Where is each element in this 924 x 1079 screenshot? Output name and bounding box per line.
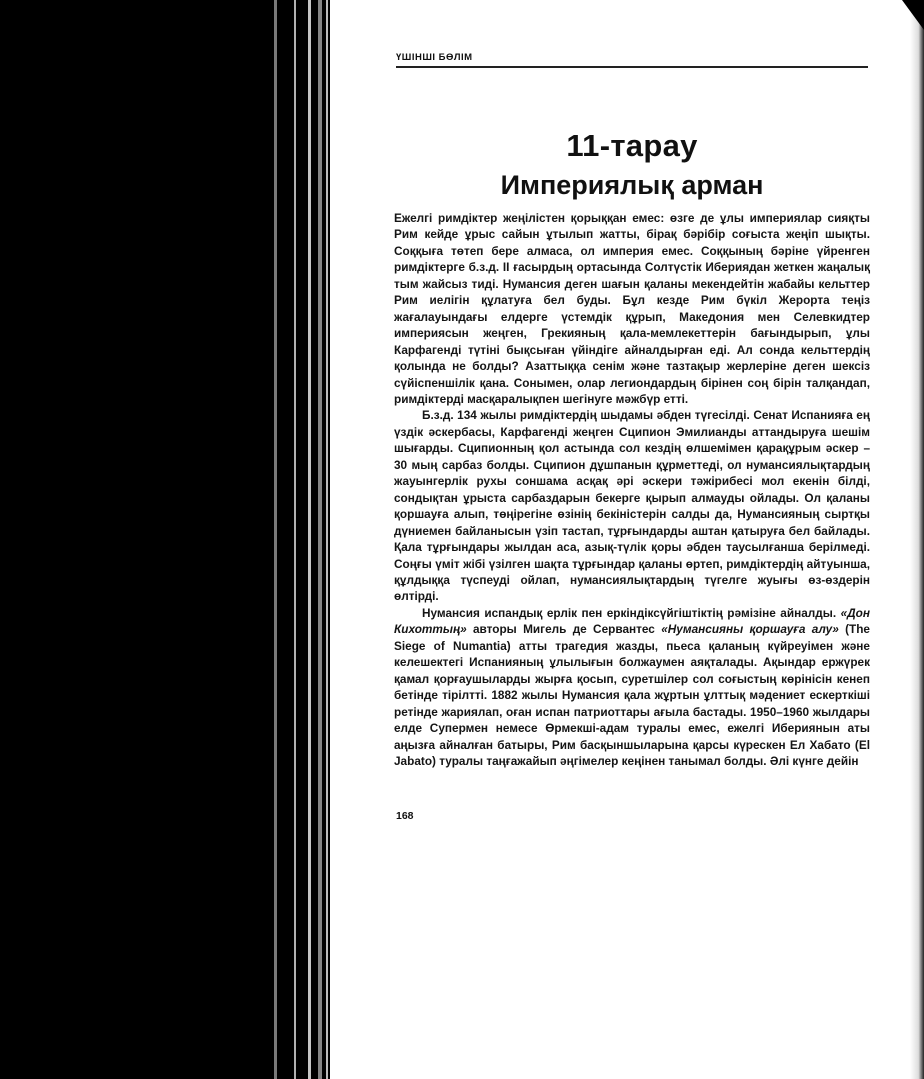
scan-streak	[294, 0, 296, 1079]
body-text	[394, 210, 870, 769]
chapter-title: Империялық арман	[500, 170, 764, 200]
scan-right-edge	[910, 0, 924, 1079]
paragraph-1: Ежелгі римдіктер жеңілістен қорыққан емес: өзге де ұлы империялар сияқты Рим кейде ұрыс сайын ұтылып жатты, бірақ бәрібір соғыста жеңіп шықты. Соққыға төтеп бере алмаса, ол империя емес. Соққының бәріне үйренген римдіктерге б.з.д. II ғасырдың ортасында Солтүстік Ибериядан жеткен жаңалық тым жайсыз тиді. Нумансия деген шағын қаланы мекендейтін жабайы кельттер Рим иелігін құлатуға бел буды. Бұл кезде Рим бүкіл Жерорта теңіз жағалауындағы елдерге үстемдік құрып, Македония мен Селевкидтер империясын жеңген, Грекияның қала-мемлекеттерін бағындырып, ұлы Карфагенді түтіні бықсыған үйіндіге айналдырған еді. Ал сонда кельттердің қолында не болды? Азаттыққа сенім және тазтақыр жерлеріне деген шексіз сүйіспеншілік қана. Сонымен, олар легиондардың бірінен соң бірін талқандап, римдіктерді масқаралықпен шегінуге мәжбүр етті.	[394, 211, 870, 406]
scan-streak	[326, 0, 328, 1079]
paragraph-2: Б.з.д. 134 жылы римдіктердің шыдамы әбден түгесілді. Сенат Испанияға ең үздік әскербасы, Карфагенді жеңген Сципион Эмилианды аттандыруға шешім шығарды. Сципионның қол астында сол кездің өлшемімен қарақұрым әскер – 30 мың сарбаз болды. Сципион дұшпанын құрметтеді, ол нумансиялықтардың жауынгерлік рухы соншама асқақ әрі әскери тәжірибесі мол екенін білді, сондықтан ұрыста сарбаздарын бекерге қырып алмауды ойлады. Ол қаланы қоршауға алып, төңірегіне өзінің бекіністерін салды да, Нумансияның сыртқы дүниемен байланысын үзіп тастап, тұрғындарды аштан қатыруға бел байлады. Қала тұрғындары жылдан аса, азық-түлік қоры әбден таусылғанша берілмеді. Соңғы үміт жібі үзілген шақта тұрғындар қаланы өртеп, римдіктердің айтуынша, құлдыққа түспеуді ойлап, нумансиялықтардың түгелге жуығы өз-өздерін өлтірді.	[394, 408, 870, 604]
scan-streak	[274, 0, 277, 1079]
scan-streak	[308, 0, 311, 1079]
scan-gutter-shadow	[0, 0, 330, 1079]
siege-of-numantia-title: «Нумансияны қоршауға алу»	[661, 622, 839, 637]
scan-streak	[318, 0, 322, 1079]
paragraph-3-text: Нумансия испандық ерлік пен еркіндіксүйгіштіктің рәмізіне айналды.	[422, 605, 841, 620]
chapter-number: 11-тарау	[566, 128, 698, 163]
running-header: ҮШІНШІ БӨЛІМ	[396, 52, 868, 68]
don-quixote-title: «Дон Кихоттың»	[394, 605, 870, 637]
book-page	[338, 0, 910, 1079]
paragraph-3-text: (The Siege of Numantia) атты трагедия жазды, пьеса қаланың күйреуімен және келешектегі Испанияның ұлылығын болжаумен аяқталады. Ақындар ержүрек қамал қорғаушыларды жырға қосып, суретшілер сол соғыстың көрінісін кенеп бетінде тірілтті. 1882 жылы Нумансия қала жұртын ұлттық мәдениет ескерткіші ретінде жариялап, оған испан патриоттары ағыла бастады. 1950–1960 жылдары елде Супермен немесе Өрмекші-адам туралы емес, ежелгі Ибериянын аты аңызға айналған батыры, Рим басқыншыларына қарсы күрескен Ел Хабато (El Jabato) туралы таңғажайып әңгімелер кеңінен танымал болды. Әлі күнге дейін	[394, 622, 870, 768]
page-number: 168	[396, 810, 414, 822]
paragraph-3-text: авторы Мигель де Сервантес	[466, 622, 662, 637]
paragraph-3	[394, 605, 870, 770]
